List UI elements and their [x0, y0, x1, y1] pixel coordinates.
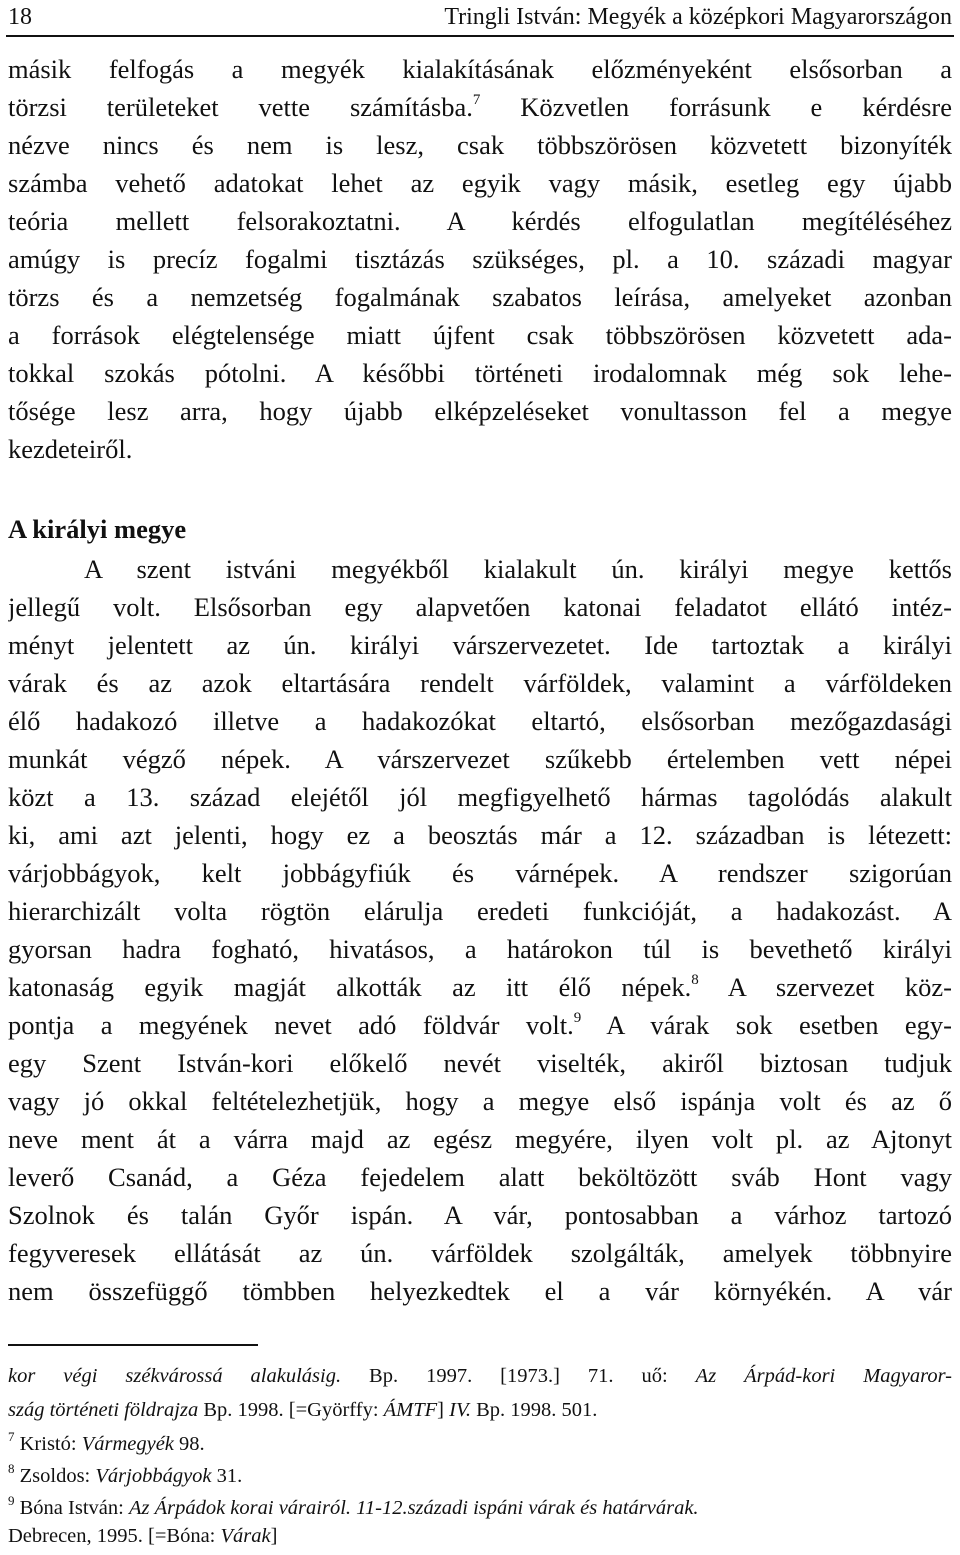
- footnote-line: kor végi székvárossá alakulásig. Bp. 1997. [1973.] 71. uő: Az Árpád-kori Magyaror-: [8, 1365, 952, 1387]
- text-line: közt a 13. század elejétől jól megfigyelhető hármas tagolódás alakult: [8, 782, 952, 812]
- footnote-ref-8[interactable]: 8: [691, 972, 699, 989]
- text-line: számba vehető adatokat lehet az egyik vagy másik, esetleg egy újabb: [8, 168, 952, 198]
- footnote-7: $^7$ Kristó: Vármegyék 98.: [8, 1429, 205, 1455]
- footnote-separator: [8, 1344, 258, 1346]
- text-line: nézve nincs és nem is lesz, csak többszörösen közvetett bizonyíték: [8, 130, 952, 160]
- footnote-line: szág történeti földrajza Bp. 1998. [=Györffy: ÁMTF] IV. Bp. 1998. 501.: [8, 1399, 598, 1421]
- footnote-ref-7[interactable]: 7: [472, 92, 481, 109]
- text-line: várjobbágyok, kelt jobbágyfiúk és várnépek. A rendszer szigorúan: [8, 858, 952, 888]
- running-header: [6, 2, 954, 37]
- footnote-8: $^8$ Zsoldos: Várjobbágyok 31.: [8, 1461, 243, 1487]
- footnote-ref-9[interactable]: 9: [573, 1010, 582, 1027]
- text-line: amúgy is precíz fogalmi tisztázás szükséges, pl. a 10. századi magyar: [8, 244, 952, 274]
- text-line: jellegű volt. Elsősorban egy alapvetően katonai feladatot ellátó intéz-: [8, 592, 952, 622]
- text-line: várak és az azok eltartására rendelt várföldek, valamint a várföldeken: [8, 668, 952, 698]
- text-line: tősége lesz arra, hogy újabb elképzeléseket vonultasson fel a megye: [8, 396, 952, 426]
- text-line: munkát végző népek. A várszervezet szűkebb értelemben vett népei: [8, 744, 952, 774]
- text-line: tokkal szokás pótolni. A későbbi történeti irodalomnak még sok lehe-: [8, 358, 952, 388]
- footnote-line: Debrecen, 1995. [=Bóna: Várak]: [8, 1525, 278, 1547]
- footnote-9: $^9$ Bóna István: Az Árpádok korai várairól. 11-12.századi ispáni várak és határvárak.: [8, 1493, 699, 1519]
- text-line: hierarchizált volta rögtön elárulja eredeti funkcióját, a hadakozást. A: [8, 896, 952, 926]
- text-line: törzsi területeket vette számításba.$^7$ Közvetlen forrásunk e kérdésre: [8, 92, 952, 122]
- section-heading: A királyi megye: [8, 514, 187, 544]
- text-line: teória mellett felsorakoztatni. A kérdés elfogulatlan megítéléséhez: [8, 206, 952, 236]
- text-line: fegyveresek ellátását az ún. várföldek szolgálták, amelyek többnyire: [8, 1238, 952, 1268]
- page-number: 18: [8, 4, 32, 30]
- text-line: Szolnok és talán Győr ispán. A vár, pontosabban a várhoz tartozó: [8, 1200, 952, 1230]
- text-line: leverő Csanád, a Géza fejedelem alatt beköltözött sváb Hont vagy: [8, 1162, 952, 1192]
- text-line: törzs és a nemzetség fogalmának szabatos leírása, amelyeket azonban: [8, 282, 952, 312]
- text-line: pontja a megyének nevet adó földvár volt.$^9$ A várak sok esetben egy-: [8, 1010, 952, 1040]
- text-line: gyorsan hadra fogható, hivatásos, a határokon túl is bevethető királyi: [8, 934, 952, 964]
- text-line: kezdeteiről.: [8, 434, 133, 464]
- text-line: neve ment át a várra majd az egész megyére, ilyen volt pl. az Ajtonyt: [8, 1124, 952, 1154]
- text-line: ki, ami azt jelenti, hogy ez a beosztás már a 12. században is létezett:: [8, 820, 952, 850]
- text-line: nem összefüggő tömbben helyezkedtek el a vár környékén. A vár: [8, 1276, 952, 1306]
- text-line: ményt jelentett az ún. királyi várszervezetet. Ide tartoztak a királyi: [8, 630, 952, 660]
- text-line: katonaság egyik magját alkották az itt élő népek.$^8$ A szervezet köz-: [8, 972, 952, 1002]
- text-line: élő hadakozó illetve a hadakozókat eltartó, elsősorban mezőgazdasági: [8, 706, 952, 736]
- text-line: A szent istváni megyékből kialakult ún. királyi megye kettős: [84, 554, 952, 584]
- text-line: vagy jó okkal feltételezhetjük, hogy a megye első ispánja volt és az ő: [8, 1086, 952, 1116]
- text-line: másik felfogás a megyék kialakításának előzményeként elsősorban a: [8, 54, 952, 84]
- running-title: Tringli István: Megyék a középkori Magyarországon: [444, 4, 952, 30]
- text-line: egy Szent István-kori előkelő nevét viselték, akiről biztosan tudjuk: [8, 1048, 952, 1078]
- text-line: a források elégtelensége miatt újfent csak többszörösen közvetett ada-: [8, 320, 952, 350]
